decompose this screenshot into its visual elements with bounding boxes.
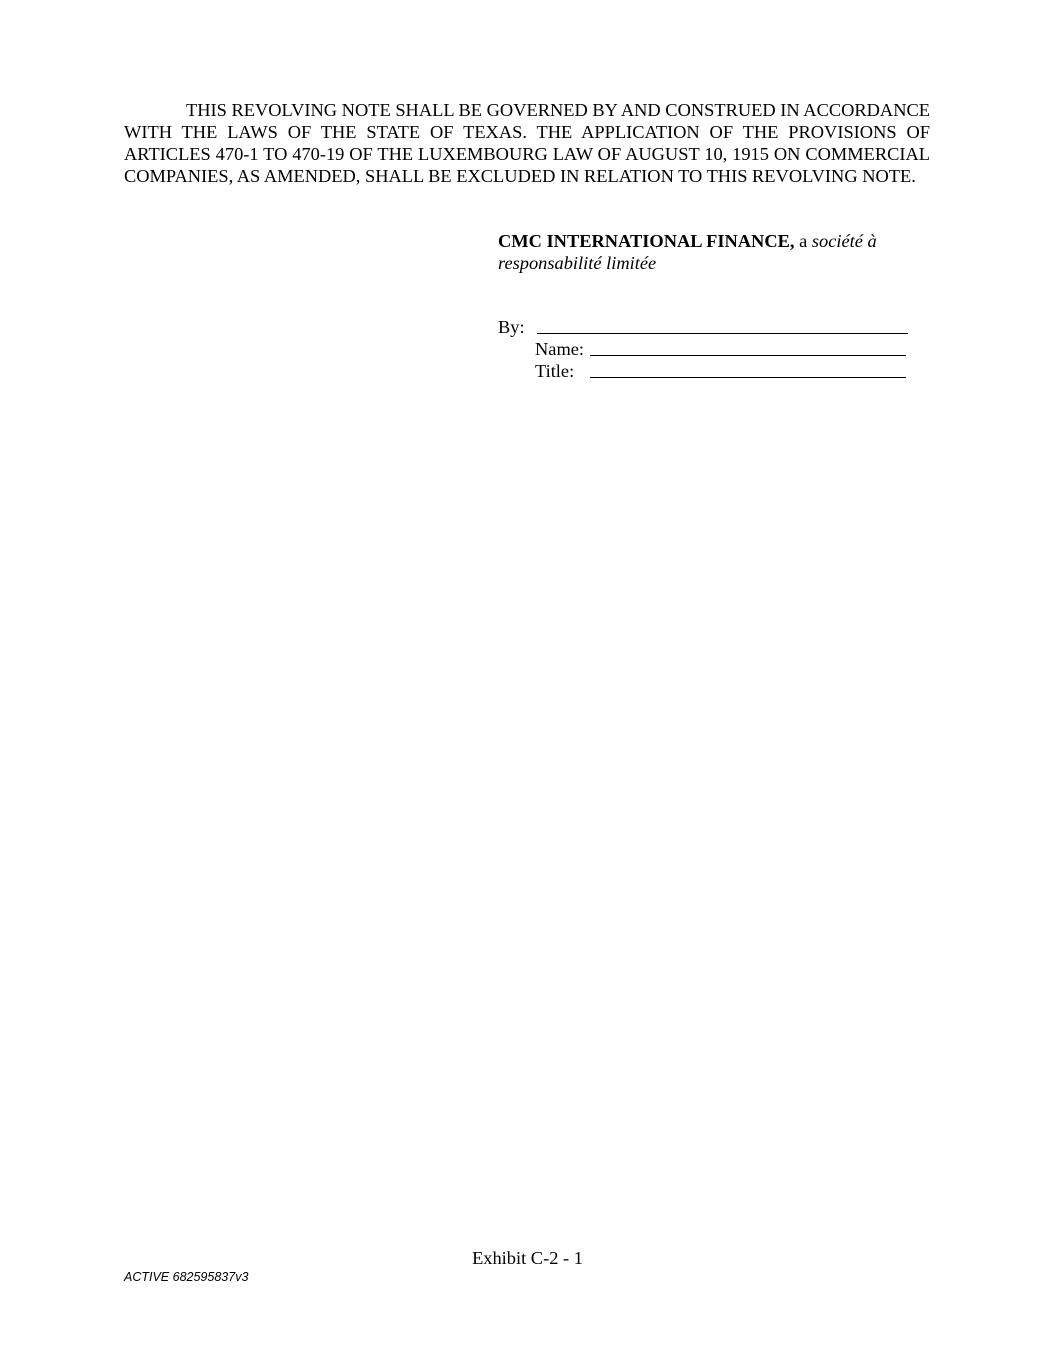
entity-type-line1: société à bbox=[811, 231, 877, 251]
entity-type-line2: responsabilité limitée bbox=[498, 253, 657, 273]
title-row bbox=[535, 360, 574, 382]
title-signature-line[interactable] bbox=[590, 377, 906, 378]
name-signature-line[interactable] bbox=[590, 355, 906, 356]
by-signature-line[interactable] bbox=[537, 333, 908, 334]
exhibit-page-label: Exhibit C-2 - 1 bbox=[472, 1248, 583, 1268]
document-id: ACTIVE 682595837v3 bbox=[124, 1270, 249, 1284]
governing-law-text: THIS REVOLVING NOTE SHALL BE GOVERNED BY AND CONSTRUED IN ACCORDANCE WITH THE LAWS OF THE STATE OF TEXAS. THE APPLICATION OF THE PROVISIONS OF ARTICLES 470-1 TO 470-19 OF THE LUXEMBOURG LAW OF AUGUST 10, 1915 ON COMMERCIAL COMPANIES, AS AMENDED, SHALL BE EXCLUDED IN RELATION TO THIS REVOLVING NOTE. bbox=[124, 100, 930, 186]
name-label: Name: bbox=[535, 339, 585, 359]
company-designation bbox=[498, 230, 928, 274]
by-label: By: bbox=[498, 317, 525, 337]
signature-block bbox=[498, 230, 928, 274]
company-name: CMC INTERNATIONAL FINANCE, bbox=[498, 231, 795, 251]
title-label: Title: bbox=[535, 361, 575, 381]
governing-law-paragraph bbox=[124, 100, 930, 188]
name-row bbox=[535, 338, 584, 360]
company-connector: a bbox=[799, 231, 808, 251]
by-row bbox=[498, 316, 525, 338]
